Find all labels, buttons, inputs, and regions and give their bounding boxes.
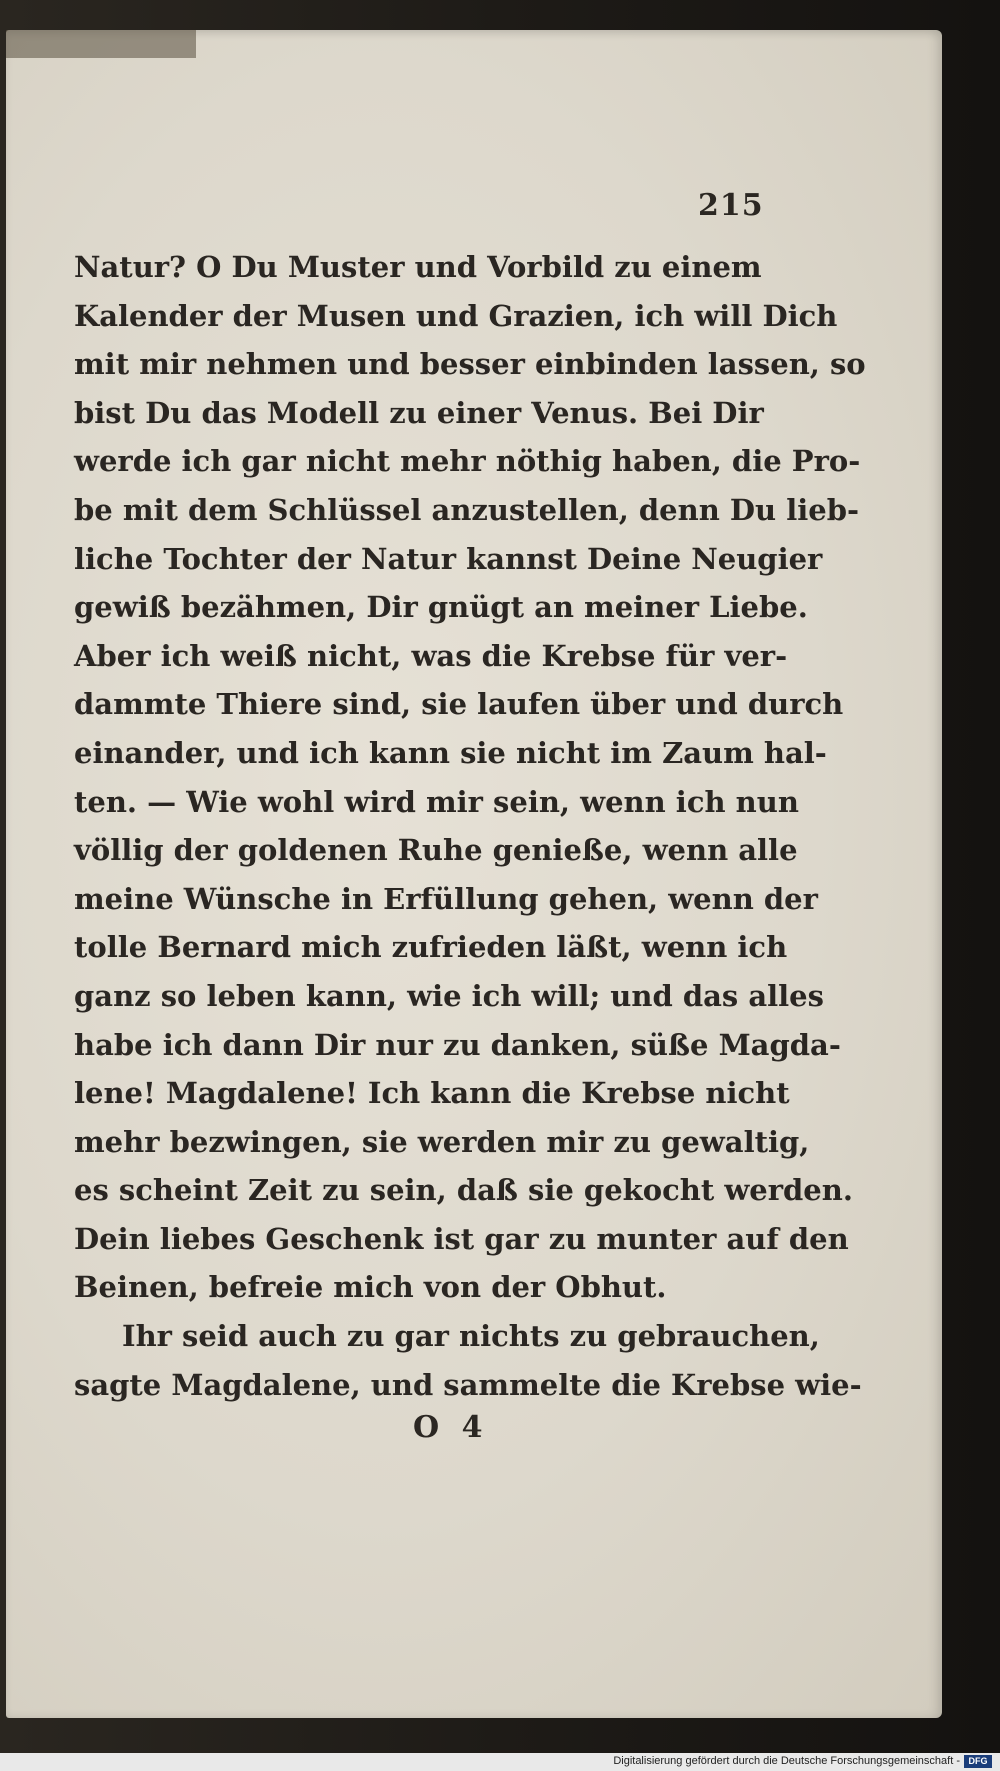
- text-line: bist Du das Modell zu einer Venus. Bei Dir: [74, 395, 764, 430]
- text-line: völlig der goldenen Ruhe genieße, wenn alle: [74, 833, 798, 868]
- signature-mark: O 4: [413, 1410, 489, 1445]
- text-line: es scheint Zeit zu sein, daß sie gekocht werden.: [74, 1173, 853, 1208]
- text-line: Ihr seid auch zu gar nichts zu gebrauchen,: [122, 1319, 820, 1354]
- text-line: Kalender der Musen und Grazien, ich will Dich: [74, 298, 838, 333]
- text-line: meine Wünsche in Erfüllung gehen, wenn der: [74, 881, 818, 916]
- text-line: einander, und ich kann sie nicht im Zaum hal-: [74, 735, 827, 770]
- text-line: Beinen, befreie mich von der Obhut.: [74, 1270, 667, 1305]
- text-line: Dein liebes Geschenk ist gar zu munter auf den: [74, 1221, 849, 1256]
- body-text: [74, 243, 866, 1409]
- text-line: dammte Thiere sind, sie laufen über und durch: [74, 687, 844, 722]
- dfg-logo: DFG: [964, 1755, 992, 1768]
- text-line: Natur? O Du Muster und Vorbild zu einem: [74, 250, 762, 284]
- text-line: gewiß bezähmen, Dir gnügt an meiner Liebe.: [74, 590, 808, 625]
- text-line: sagte Magdalene, und sammelte die Krebse wie-: [74, 1367, 862, 1402]
- text-line: be mit dem Schlüssel anzustellen, denn Du lieb-: [74, 492, 860, 527]
- text-line: werde ich gar nicht mehr nöthig haben, die Pro-: [74, 444, 861, 479]
- page-number: 215: [698, 188, 764, 223]
- text-line: Aber ich weiß nicht, was die Krebse für ver-: [74, 638, 788, 673]
- text-line: ten. — Wie wohl wird mir sein, wenn ich nun: [74, 784, 799, 819]
- text-line: mehr bezwingen, sie werden mir zu gewaltig,: [74, 1124, 810, 1159]
- text-line: mit mir nehmen und besser einbinden lassen, so: [74, 347, 866, 382]
- text-line: liche Tochter der Natur kannst Deine Neugier: [74, 541, 823, 576]
- page-edge-shadow: [6, 30, 196, 58]
- text-line: tolle Bernard mich zufrieden läßt, wenn ich: [74, 930, 788, 965]
- text-line: lene! Magdalene! Ich kann die Krebse nicht: [74, 1076, 790, 1111]
- text-line: ganz so leben kann, wie ich will; und das alles: [74, 978, 824, 1013]
- footer-credit: Digitalisierung gefördert durch die Deutsche Forschungsgemeinschaft -: [613, 1755, 960, 1767]
- text-line: habe ich dann Dir nur zu danken, süße Magda-: [74, 1027, 841, 1062]
